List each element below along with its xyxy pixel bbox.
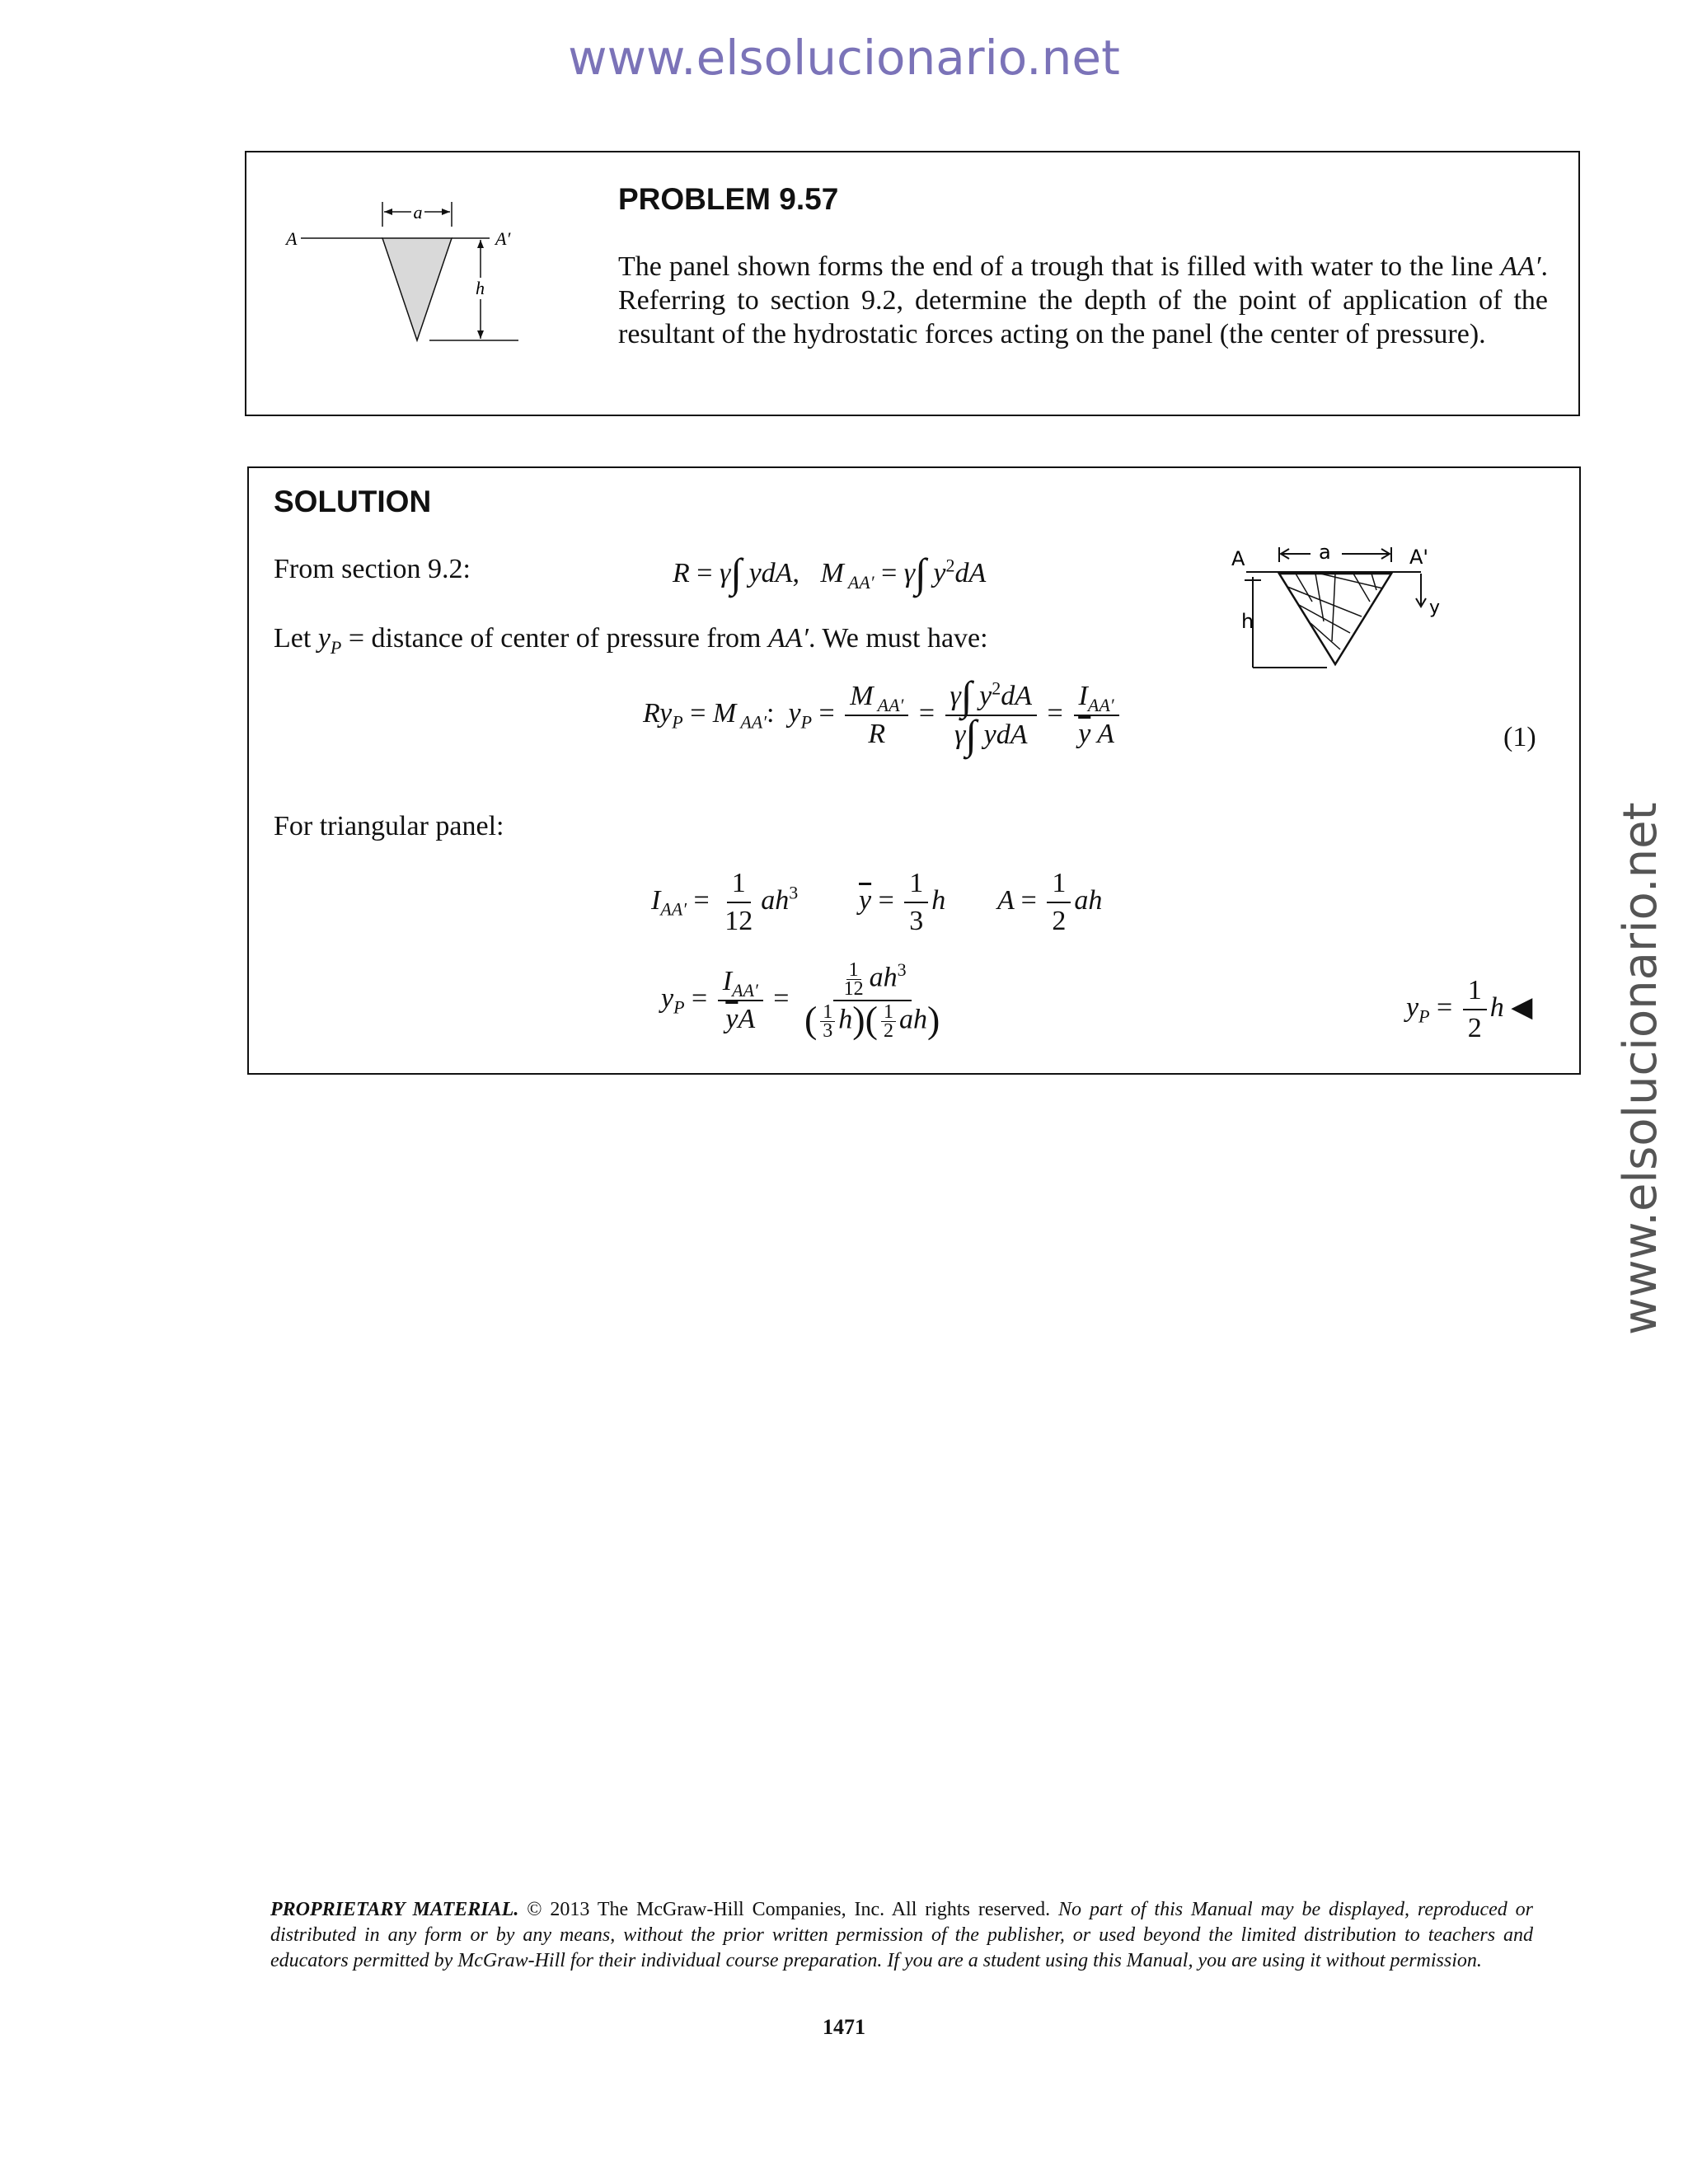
sketch-label-h: h (1241, 610, 1254, 633)
solution-title: SOLUTION (274, 485, 432, 518)
figure-label-h: h (476, 278, 485, 298)
equation-r-m: R = γ∫ ydA, M $_{AA'}$ = γ∫ $y^2dA$ (673, 550, 987, 596)
watermark-top: www.elsolucionario.net (568, 30, 1120, 86)
figure-label-Aprime: A′ (495, 228, 511, 249)
answer-marker-icon: ◀ (1511, 991, 1533, 1023)
figure-label-A: A (286, 228, 298, 249)
watermark-side: www.elsolucionario.net (1614, 802, 1667, 1335)
problem-title: PROBLEM 9.57 (618, 182, 839, 216)
equation-1: $Ry_P = M$ $_{AA'}$: $y_P$ = $\frac{M _{AA'}}{R}$ = $\frac{\gamma\int y^2dA}{\text{γ∫ ydA}}$ = $\frac{I_{AA'}}{\overline{y} A}$ (643, 679, 1123, 752)
sketch-label-Aprime: A' (1409, 546, 1429, 569)
equation-ybar: $\overline{y}$ = $\frac{1}{3}$ h (859, 868, 946, 936)
solution-box (247, 466, 1581, 1075)
triangular-panel-text: For triangular panel: (274, 811, 504, 841)
sketch-label-y: y (1429, 598, 1441, 618)
equation-moment-of-inertia: $I_{AA'}$ = $\frac{1}{12}$ $ah^3$ (651, 868, 799, 936)
footer-copyright: PROPRIETARY MATERIAL. © 2013 The McGraw-Hill Companies, Inc. All rights reserved. No part of this Manual may be displayed, reproduced or distributed in any form or by any means, without the prior written permission of the publisher, or used beyond the limited distribution to teachers and educators permitted by McGraw-Hill for their individual course preparation. If you are a student using this Manual, you are using it without permission. (270, 1899, 1533, 1971)
equation-yp-derivation: $y_P$ = $\frac{I_{AA'}}{\overline{y}A}$ = $\frac{1}{12}$ $ah^3$ ( $\frac{1}{3}$ h)( $\frac{1}{2}$ ah) (661, 958, 940, 1042)
problem-text: The panel shown forms the end of a trough that is filled with water to the line AA′. Referring to section 9.2, determine the depth of the point of application of the resultant of the hydrostatic forces acting on the panel (the center of pressure). (618, 251, 1548, 349)
equation-area: A = $\frac{1}{2}$ ah (997, 868, 1103, 936)
sketch-label-A: A (1231, 547, 1245, 570)
sketch-label-a: a (1319, 541, 1331, 564)
page-number: 1471 (823, 2015, 865, 2039)
from-section-text: From section 9.2: (274, 554, 471, 584)
problem-box (245, 151, 1580, 416)
figure-label-a: a (413, 202, 423, 223)
answer-yp: $y_P$ = $\frac{1}{2}$ h ◀ (1406, 975, 1533, 1043)
equation-number: (1) (1503, 722, 1536, 752)
let-yp-text: Let $y_P$ = distance of center of pressure from AA′. We must have: (274, 623, 988, 658)
solution-sketch-figure (1230, 541, 1444, 681)
trough-panel-figure (279, 202, 593, 367)
